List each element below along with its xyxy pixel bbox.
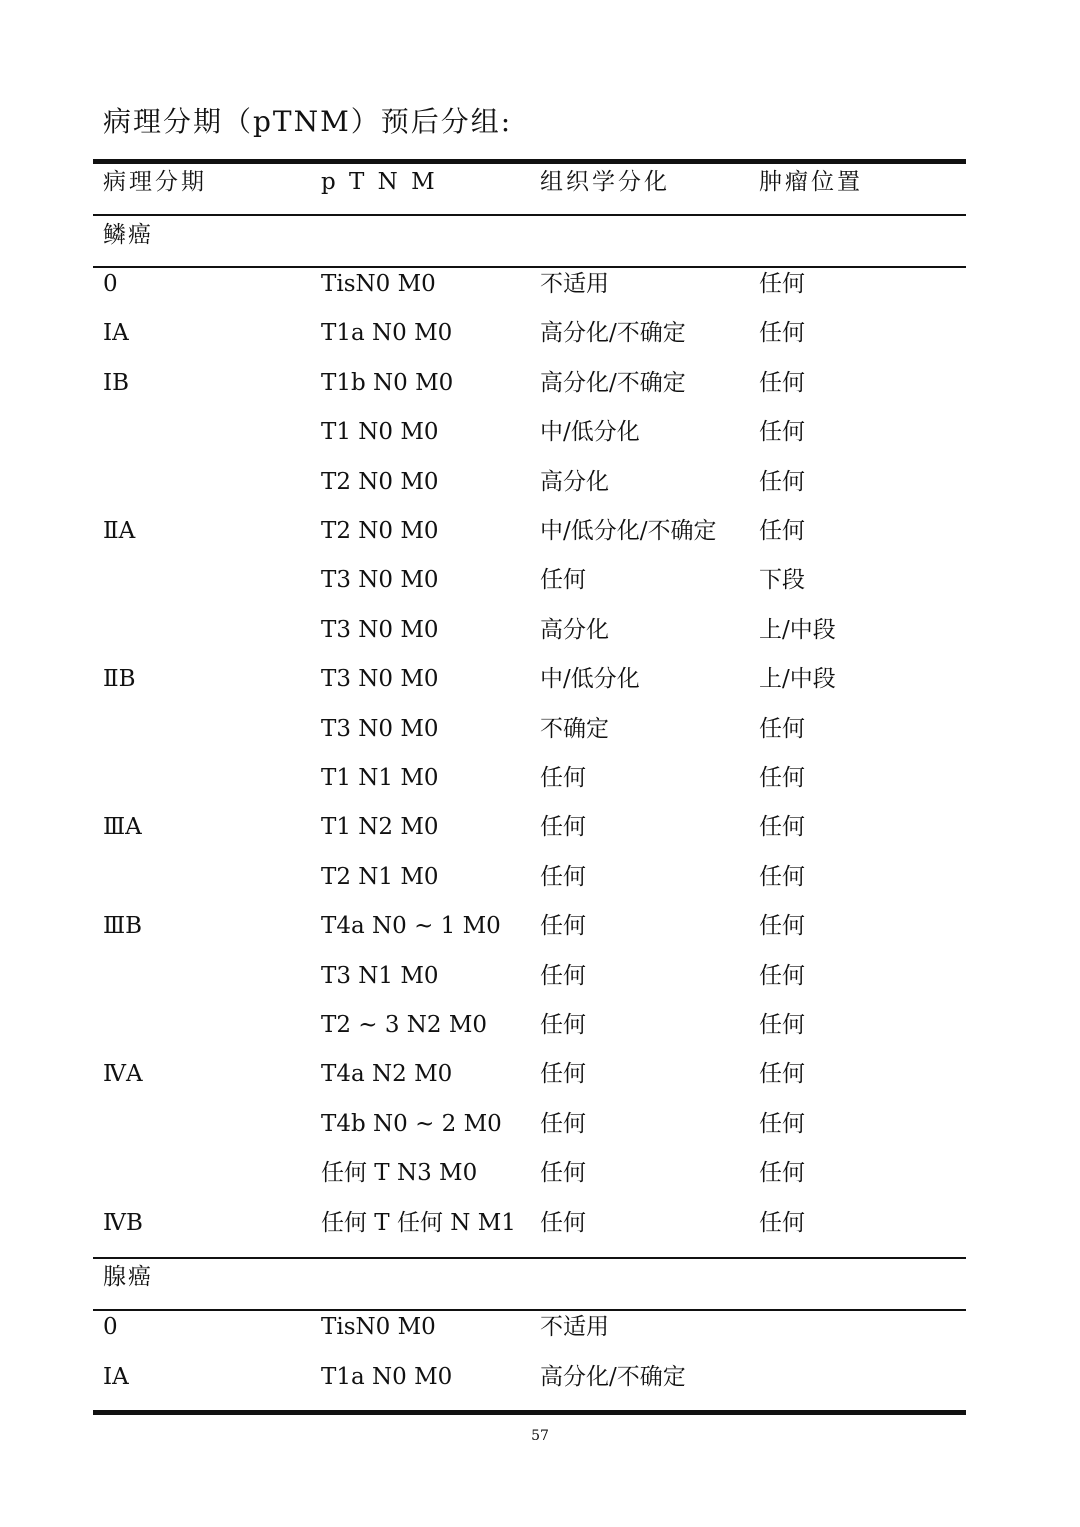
table-row bbox=[103, 260, 966, 310]
section-label-squamous: 鳞癌 bbox=[103, 222, 153, 248]
table-row bbox=[103, 902, 966, 952]
table-bottom-rule bbox=[93, 1410, 966, 1415]
cell-differentiation: 不适用 bbox=[540, 1314, 609, 1340]
cell-ptnm: T3 N0 M0 bbox=[321, 715, 439, 742]
cell-ptnm: T1a N0 M0 bbox=[321, 320, 453, 347]
cell-ptnm: T2 ~ 3 N2 M0 bbox=[321, 1012, 488, 1038]
cell-differentiation: 任何 bbox=[540, 814, 586, 841]
cell-stage: ⅣB bbox=[103, 1209, 143, 1236]
section-label-adeno: 腺癌 bbox=[103, 1264, 153, 1290]
cell-location: 任何 bbox=[759, 518, 805, 544]
table-row bbox=[103, 556, 966, 606]
cell-differentiation: 中/低分化 bbox=[540, 666, 640, 693]
table-row bbox=[103, 1100, 966, 1150]
cell-ptnm: T2 N0 M0 bbox=[321, 468, 439, 495]
cell-location: 任何 bbox=[759, 468, 805, 495]
cell-stage: ⅢB bbox=[103, 913, 143, 940]
cell-location: 任何 bbox=[759, 814, 805, 841]
table-row bbox=[103, 754, 966, 804]
cell-location: 任何 bbox=[759, 1160, 805, 1187]
cell-ptnm: T3 N1 M0 bbox=[321, 962, 439, 989]
cell-location: 任何 bbox=[759, 1061, 805, 1088]
table-row bbox=[103, 952, 966, 1002]
cell-stage: ⅣA bbox=[103, 1061, 143, 1088]
cell-differentiation: 任何 bbox=[540, 913, 586, 940]
cell-ptnm: 任何 T N3 M0 bbox=[321, 1160, 478, 1187]
cell-stage: ⅠA bbox=[103, 1363, 129, 1390]
cell-differentiation: 任何 bbox=[540, 1012, 586, 1038]
cell-ptnm: T1 N0 M0 bbox=[321, 419, 439, 446]
cell-location: 任何 bbox=[759, 271, 805, 297]
page-number: 57 bbox=[531, 1428, 549, 1444]
header-ptnm: p T N M bbox=[321, 169, 438, 195]
cell-stage: ⅡA bbox=[103, 518, 136, 544]
table-row bbox=[103, 1001, 966, 1051]
table-row bbox=[103, 606, 966, 656]
cell-location: 任何 bbox=[759, 1012, 805, 1038]
page-title: 病理分期（pTNM）预后分组: bbox=[103, 105, 513, 138]
cell-ptnm: T4a N0 ~ 1 M0 bbox=[321, 913, 501, 940]
cell-location: 任何 bbox=[759, 1209, 805, 1236]
cell-ptnm: T3 N0 M0 bbox=[321, 567, 439, 594]
table-row bbox=[103, 309, 966, 359]
cell-ptnm: T3 N0 M0 bbox=[321, 616, 439, 643]
table-row bbox=[103, 359, 966, 409]
cell-differentiation: 高分化 bbox=[540, 468, 609, 495]
cell-differentiation: 高分化/不确定 bbox=[540, 320, 686, 347]
table-row bbox=[103, 655, 966, 705]
cell-location: 上/中段 bbox=[759, 666, 836, 693]
cell-ptnm: T4b N0 ~ 2 M0 bbox=[321, 1110, 502, 1137]
cell-location: 任何 bbox=[759, 863, 805, 890]
cell-location: 上/中段 bbox=[759, 616, 836, 643]
cell-ptnm: TisN0 M0 bbox=[321, 1314, 436, 1340]
table-row bbox=[103, 1149, 966, 1199]
header-bottom-rule bbox=[93, 214, 966, 216]
cell-location: 下段 bbox=[759, 567, 805, 594]
cell-differentiation: 任何 bbox=[540, 1209, 586, 1236]
cell-differentiation: 高分化 bbox=[540, 616, 609, 643]
cell-stage: ⅡB bbox=[103, 666, 136, 693]
cell-stage: ⅠB bbox=[103, 369, 129, 396]
table-header-row bbox=[103, 158, 966, 208]
cell-ptnm: 任何 T 任何 N M1 bbox=[321, 1209, 516, 1236]
cell-location: 任何 bbox=[759, 765, 805, 791]
table-row bbox=[103, 1050, 966, 1100]
cell-differentiation: 任何 bbox=[540, 962, 586, 989]
cell-differentiation: 中/低分化/不确定 bbox=[540, 518, 717, 544]
cell-location: 任何 bbox=[759, 369, 805, 396]
table-row bbox=[103, 803, 966, 853]
cell-differentiation: 不确定 bbox=[540, 715, 609, 742]
cell-ptnm: T1 N2 M0 bbox=[321, 814, 439, 841]
cell-stage: ⅠA bbox=[103, 320, 129, 347]
cell-ptnm: T2 N1 M0 bbox=[321, 863, 439, 890]
cell-ptnm: T1b N0 M0 bbox=[321, 369, 454, 396]
cell-ptnm: T1a N0 M0 bbox=[321, 1363, 453, 1390]
table-row bbox=[103, 1303, 966, 1353]
cell-ptnm: T4a N2 M0 bbox=[321, 1061, 453, 1088]
cell-location: 任何 bbox=[759, 913, 805, 940]
header-differentiation: 组织学分化 bbox=[540, 169, 670, 195]
cell-stage: 0 bbox=[103, 1314, 118, 1340]
cell-differentiation: 任何 bbox=[540, 567, 586, 594]
cell-location: 任何 bbox=[759, 715, 805, 742]
cell-location: 任何 bbox=[759, 320, 805, 347]
cell-differentiation: 中/低分化 bbox=[540, 419, 640, 446]
cell-stage: ⅢA bbox=[103, 814, 142, 841]
cell-location: 任何 bbox=[759, 962, 805, 989]
cell-differentiation: 任何 bbox=[540, 1160, 586, 1187]
header-stage: 病理分期 bbox=[103, 169, 207, 195]
table-row bbox=[103, 458, 966, 508]
cell-differentiation: 任何 bbox=[540, 1110, 586, 1137]
table-row bbox=[103, 408, 966, 458]
cell-location: 任何 bbox=[759, 1110, 805, 1137]
table-row bbox=[103, 507, 966, 557]
cell-differentiation: 任何 bbox=[540, 1061, 586, 1088]
table-row bbox=[103, 705, 966, 755]
header-location: 肿瘤位置 bbox=[759, 169, 863, 195]
table-row bbox=[103, 853, 966, 903]
cell-differentiation: 不适用 bbox=[540, 271, 609, 297]
cell-stage: 0 bbox=[103, 271, 118, 297]
cell-differentiation: 任何 bbox=[540, 765, 586, 791]
cell-differentiation: 高分化/不确定 bbox=[540, 369, 686, 396]
table-row bbox=[103, 1199, 966, 1249]
cell-ptnm: T1 N1 M0 bbox=[321, 765, 439, 791]
section-divider-rule bbox=[93, 1257, 966, 1259]
cell-location: 任何 bbox=[759, 419, 805, 446]
table-row bbox=[103, 1353, 966, 1403]
cell-ptnm: T2 N0 M0 bbox=[321, 518, 439, 544]
cell-ptnm: T3 N0 M0 bbox=[321, 666, 439, 693]
cell-ptnm: TisN0 M0 bbox=[321, 271, 436, 297]
cell-differentiation: 任何 bbox=[540, 863, 586, 890]
cell-differentiation: 高分化/不确定 bbox=[540, 1363, 686, 1390]
